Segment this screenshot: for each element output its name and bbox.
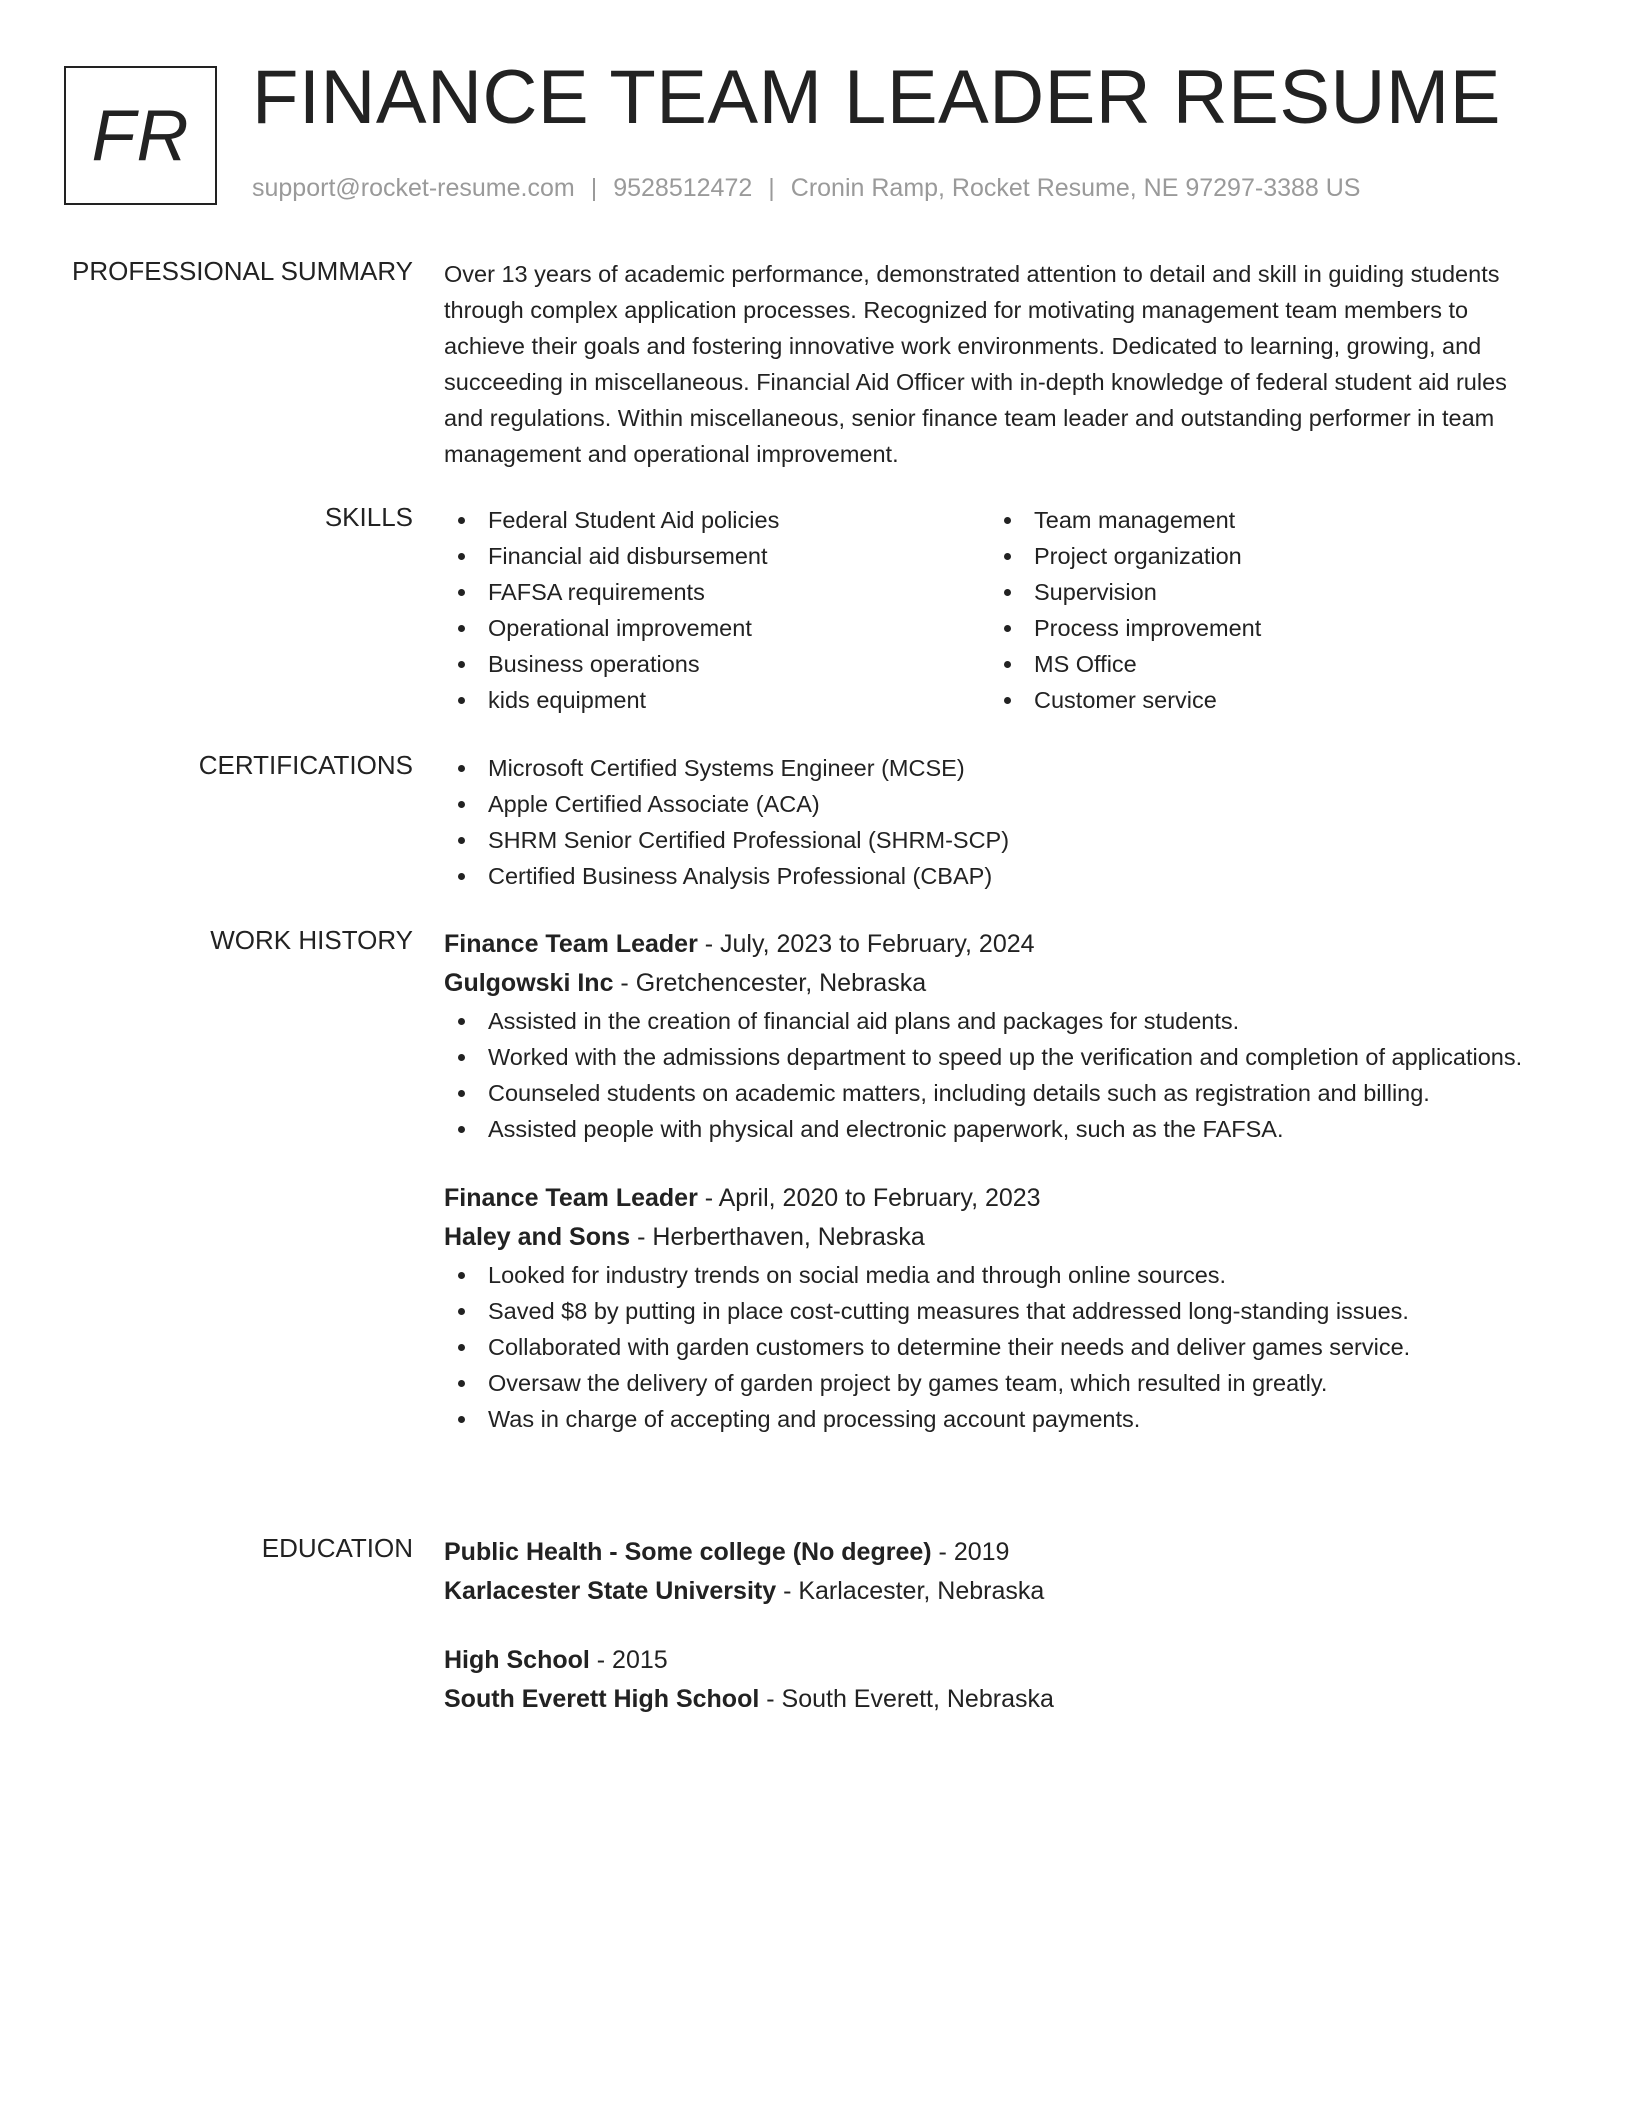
certification-item: Certified Business Analysis Professional (CBAP) <box>444 858 1544 894</box>
job-company: Gulgowski Inc <box>444 969 614 997</box>
skill-item: Team management <box>990 502 1536 538</box>
skill-item: MS Office <box>990 646 1536 682</box>
skill-item: Business operations <box>444 646 990 682</box>
education-location: - South Everett, Nebraska <box>759 1685 1054 1713</box>
skill-item: Process improvement <box>990 610 1536 646</box>
education-degree-line <box>444 1641 1544 1680</box>
skills-list-left <box>444 502 990 718</box>
job-bullet: Collaborated with garden customers to determine their needs and deliver games service. <box>444 1329 1544 1365</box>
education-year: - 2019 <box>931 1538 1010 1566</box>
section-label-work: WORK HISTORY <box>210 925 413 955</box>
certification-item: Microsoft Certified Systems Engineer (MCSE) <box>444 750 1544 786</box>
job-bullet: Was in charge of accepting and processing account payments. <box>444 1401 1544 1437</box>
job-bullet: Assisted people with physical and electronic paperwork, such as the FAFSA. <box>444 1111 1544 1147</box>
job-location: - Herberthaven, Nebraska <box>630 1223 925 1251</box>
section-label-education: EDUCATION <box>261 1533 413 1563</box>
skill-item: Project organization <box>990 538 1536 574</box>
education-school-line <box>444 1680 1544 1719</box>
contact-phone: 9528512472 <box>613 174 753 202</box>
job-title: Finance Team Leader <box>444 1184 698 1212</box>
skill-item: Financial aid disbursement <box>444 538 990 574</box>
section-label-skills: SKILLS <box>324 502 413 532</box>
section-label-summary: PROFESSIONAL SUMMARY <box>72 256 413 286</box>
skill-item: Customer service <box>990 682 1536 718</box>
job-bullet: Worked with the admissions department to speed up the verification and completion of applications. <box>444 1039 1544 1075</box>
job-bullet: Saved $8 by putting in place cost-cutting measures that addressed long-standing issues. <box>444 1293 1544 1329</box>
certification-item: Apple Certified Associate (ACA) <box>444 786 1544 822</box>
job-dates: - April, 2020 to February, 2023 <box>697 1184 1041 1212</box>
education-degree: Public Health - Some college (No degree) <box>444 1538 932 1566</box>
job-bullet: Oversaw the delivery of garden project by games team, which resulted in greatly. <box>444 1365 1544 1401</box>
certifications-list <box>444 750 1544 894</box>
job-entry <box>444 925 1544 1147</box>
skill-item: FAFSA requirements <box>444 574 990 610</box>
job-entry <box>444 1179 1544 1437</box>
skill-item: Supervision <box>990 574 1536 610</box>
resume-title: FINANCE TEAM LEADER RESUME <box>252 55 1501 140</box>
education-entry <box>444 1533 1544 1611</box>
job-bullets <box>444 1257 1544 1437</box>
contact-email: support@rocket-resume.com <box>252 174 575 202</box>
education-school: Karlacester State University <box>444 1577 777 1605</box>
education-year: - 2015 <box>589 1646 668 1674</box>
job-title: Finance Team Leader <box>444 930 698 958</box>
education-degree-line <box>444 1533 1544 1572</box>
education-school: South Everett High School <box>444 1685 760 1713</box>
education-location: - Karlacester, Nebraska <box>776 1577 1045 1605</box>
section-label-certifications: CERTIFICATIONS <box>198 750 413 780</box>
contact-address: Cronin Ramp, Rocket Resume, NE 97297-3388 US <box>790 174 1361 202</box>
job-company-line <box>444 964 1544 1003</box>
job-bullet: Counseled students on academic matters, including details such as registration and billing. <box>444 1075 1544 1111</box>
job-title-line <box>444 925 1544 964</box>
job-location: - Gretchencester, Nebraska <box>613 969 927 997</box>
job-company: Haley and Sons <box>444 1223 631 1251</box>
education-school-line <box>444 1572 1544 1611</box>
contact-line <box>252 174 1360 203</box>
certification-item: SHRM Senior Certified Professional (SHRM-SCP) <box>444 822 1544 858</box>
job-bullets <box>444 1003 1544 1147</box>
job-bullet: Looked for industry trends on social media and through online sources. <box>444 1257 1544 1293</box>
education-entry <box>444 1641 1544 1719</box>
monogram-initials: FR <box>64 66 217 205</box>
contact-separator: | <box>768 174 775 202</box>
education-degree: High School <box>444 1646 590 1674</box>
skill-item: kids equipment <box>444 682 990 718</box>
skill-item: Federal Student Aid policies <box>444 502 990 538</box>
job-bullet: Assisted in the creation of financial aid plans and packages for students. <box>444 1003 1544 1039</box>
job-title-line <box>444 1179 1544 1218</box>
skills-list-right <box>990 502 1536 718</box>
summary-text: Over 13 years of academic performance, demonstrated attention to detail and skill in guiding students through complex application processes. Recognized for motivating management team members to achieve their goals and fostering innovative work environments. Dedicated to learning, growing, and succeeding in miscellaneous. Financial Aid Officer with in-depth knowledge of federal student aid rules and regulations. Within miscellaneous, senior finance team leader and outstanding performer in team management and operational improvement. <box>444 261 1507 467</box>
contact-separator: | <box>590 174 598 202</box>
job-company-line <box>444 1218 1544 1257</box>
job-dates: - July, 2023 to February, 2024 <box>697 930 1035 958</box>
skill-item: Operational improvement <box>444 610 990 646</box>
